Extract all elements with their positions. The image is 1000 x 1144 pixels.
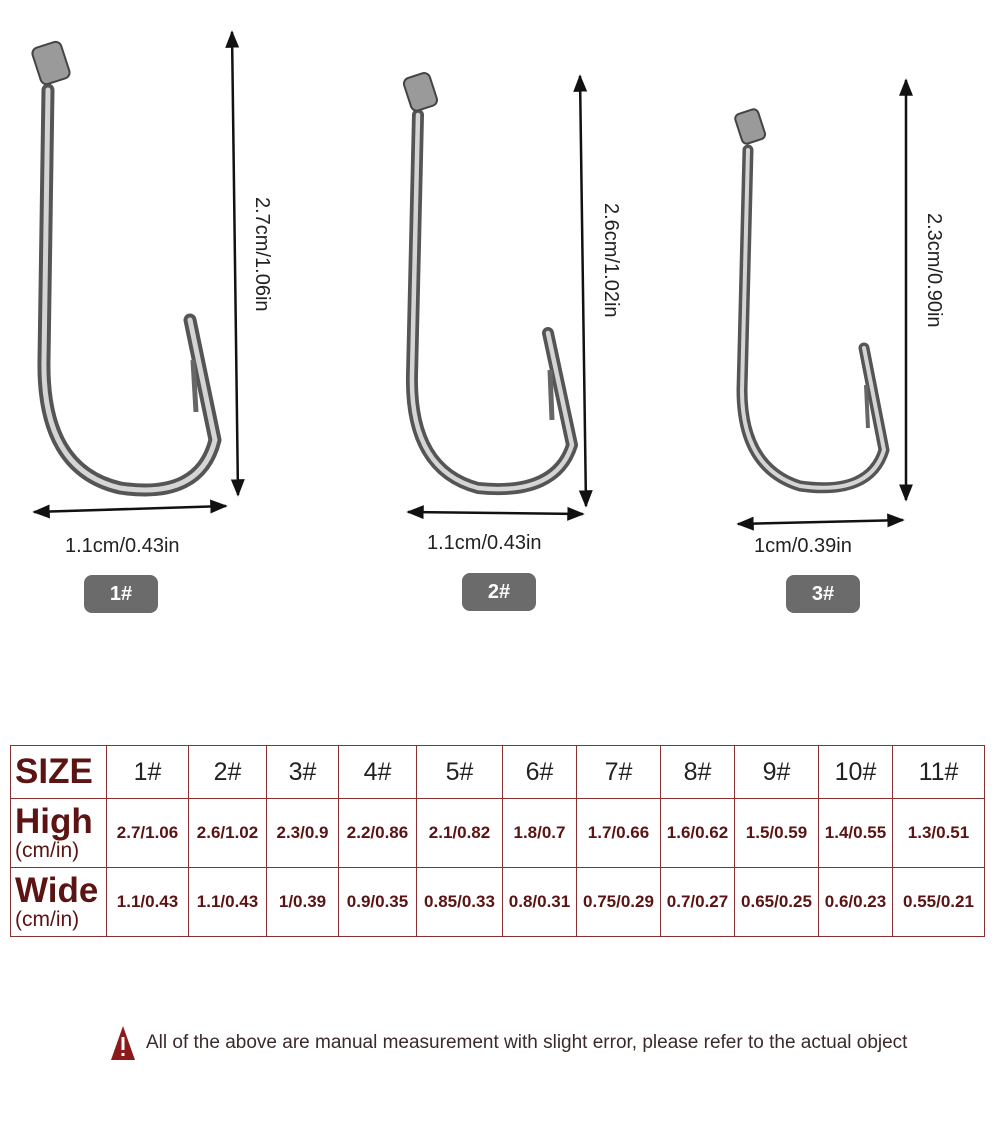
size-cell: 3# — [267, 746, 339, 799]
wide-cell: 0.9/0.35 — [339, 868, 417, 937]
hook-3-width-arrow — [738, 520, 903, 524]
wide-cell: 0.8/0.31 — [503, 868, 577, 937]
size-cell: 1# — [107, 746, 189, 799]
high-cell: 1.5/0.59 — [735, 799, 819, 868]
high-cell: 2.1/0.82 — [417, 799, 503, 868]
wide-cell: 1/0.39 — [267, 868, 339, 937]
wide-cell: 0.75/0.29 — [577, 868, 661, 937]
hook-3-height-label: 2.3cm/0.90in — [923, 213, 945, 328]
disclaimer-text: All of the above are manual measurement with slight error, please refer to the actual object — [146, 1032, 908, 1053]
wide-cell: 0.55/0.21 — [893, 868, 985, 937]
hook-2-height-label: 2.6cm/1.02in — [600, 203, 622, 318]
high-cell: 1.7/0.66 — [577, 799, 661, 868]
high-cell: 2.3/0.9 — [267, 799, 339, 868]
size-cell: 6# — [503, 746, 577, 799]
size-row — [11, 746, 985, 799]
hook-1-icon — [31, 40, 215, 490]
wide-cell: 0.6/0.23 — [819, 868, 893, 937]
hook-1-height-label: 2.7cm/1.06in — [251, 197, 273, 312]
high-cell: 1.4/0.55 — [819, 799, 893, 868]
hook-2-width-label: 1.1cm/0.43in — [427, 532, 542, 554]
high-cell: 1.6/0.62 — [661, 799, 735, 868]
size-cell: 10# — [819, 746, 893, 799]
size-cell: 7# — [577, 746, 661, 799]
high-cell: 1.8/0.7 — [503, 799, 577, 868]
size-table — [10, 745, 985, 937]
wide-cell: 0.7/0.27 — [661, 868, 735, 937]
wide-cell: 0.65/0.25 — [735, 868, 819, 937]
wide-cell: 0.85/0.33 — [417, 868, 503, 937]
hook-3-badge: 3# — [786, 575, 860, 613]
hook-2-badge: 2# — [462, 573, 536, 611]
wide-cell: 1.1/0.43 — [107, 868, 189, 937]
wide-header: Wide — [15, 871, 99, 910]
size-cell: 2# — [189, 746, 267, 799]
hook-1-width-label: 1.1cm/0.43in — [65, 535, 180, 557]
high-row — [11, 799, 985, 868]
high-cell: 1.3/0.51 — [893, 799, 985, 868]
size-header: SIZE — [15, 752, 93, 791]
wide-row — [11, 868, 985, 937]
size-cell: 9# — [735, 746, 819, 799]
hook-1-height-arrow — [232, 32, 238, 495]
hook-2-icon — [402, 72, 572, 490]
size-cell: 4# — [339, 746, 417, 799]
hook-2-width-arrow — [408, 512, 583, 514]
high-header: High — [15, 802, 93, 841]
hook-1-badge: 1# — [84, 575, 158, 613]
size-cell: 5# — [417, 746, 503, 799]
hook-3-width-label: 1cm/0.39in — [754, 535, 852, 557]
wide-unit: (cm/in) — [15, 908, 80, 931]
hook-3-icon — [734, 108, 884, 488]
disclaimer-note — [110, 1025, 907, 1061]
warning-icon — [110, 1025, 136, 1061]
high-cell: 2.6/1.02 — [189, 799, 267, 868]
size-header-cell — [11, 746, 107, 799]
high-cell: 2.7/1.06 — [107, 799, 189, 868]
size-cell: 11# — [893, 746, 985, 799]
wide-header-cell — [11, 868, 107, 937]
high-unit: (cm/in) — [15, 839, 80, 862]
size-cell: 8# — [661, 746, 735, 799]
hook-2-height-arrow — [580, 76, 586, 506]
hook-1-width-arrow — [34, 506, 226, 512]
wide-cell: 1.1/0.43 — [189, 868, 267, 937]
high-cell: 2.2/0.86 — [339, 799, 417, 868]
high-header-cell — [11, 799, 107, 868]
